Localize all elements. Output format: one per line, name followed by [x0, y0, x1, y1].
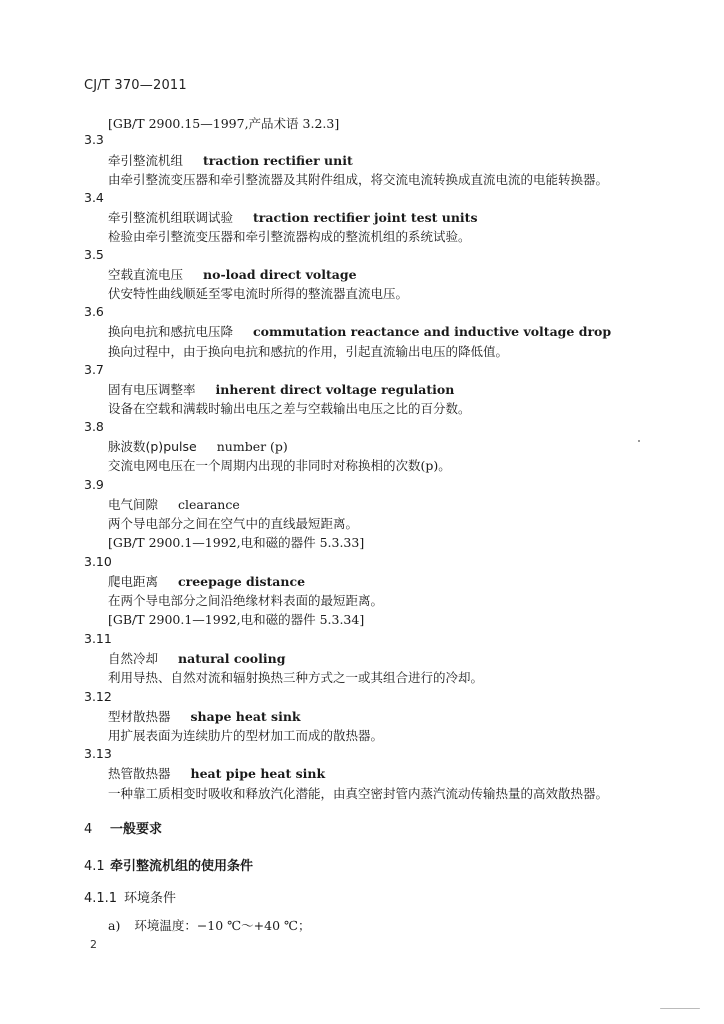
term-chinese: 热管散热器	[108, 766, 171, 781]
term-title	[108, 574, 305, 590]
term-title	[108, 153, 353, 169]
term-number: 3.5	[84, 247, 104, 262]
section-title: 牵引整流机组的使用条件	[110, 859, 254, 874]
term-number: 3.6	[84, 304, 104, 319]
term-number: 3.3	[84, 132, 104, 147]
term-number: 3.13	[84, 746, 112, 761]
term-definition: 伏安特性曲线顺延至零电流时所得的整流器直流电压。	[108, 286, 409, 301]
subsubsection-heading	[84, 891, 176, 907]
term-definition: 设备在空载和满载时输出电压之差与空载输出电压之比的百分数。	[108, 401, 471, 416]
term-english: shape heat sink	[190, 709, 301, 724]
term-definition: 两个导电部分之间在空气中的直线最短距离。	[108, 516, 359, 531]
term-chinese: 型材散热器	[108, 709, 171, 724]
section-title: 环境条件	[124, 891, 177, 906]
term-definition: 一种靠工质相变时吸收和释放汽化潜能，由真空密封管内蒸汽流动传输热量的高效散热器。	[108, 786, 609, 801]
term-definition: 检验由牵引整流变压器和牵引整流器构成的整流机组的系统试验。	[108, 229, 471, 244]
term-chinese: 固有电压调整率	[108, 382, 196, 397]
list-item	[108, 918, 311, 934]
term-chinese: 牵引整流机组联调试验	[108, 210, 234, 225]
term-number: 3.9	[84, 477, 104, 492]
term-title	[108, 497, 240, 513]
term-number: 3.4	[84, 190, 104, 205]
term-chinese: 自然冷却	[108, 651, 159, 666]
term-title	[108, 210, 478, 226]
list-item-text: 环境温度：−10 ℃～+40 ℃；	[134, 918, 311, 933]
term-chinese: 爬电距离	[108, 574, 159, 589]
term-english: clearance	[178, 497, 240, 512]
scan-speck	[660, 1008, 700, 1009]
subsection-heading	[84, 859, 253, 875]
term-title	[108, 709, 301, 725]
standard-header: CJ/T 370—2011	[84, 78, 187, 93]
term-number: 3.8	[84, 419, 104, 434]
section-title: 一般要求	[110, 822, 163, 837]
term-number: 3.7	[84, 362, 104, 377]
term-english: natural cooling	[178, 651, 286, 666]
scan-speck	[638, 440, 640, 442]
reference-citation: [GB/T 2900.15—1997,产品术语 3.2.3]	[108, 116, 340, 131]
term-chinese: 电气间隙	[108, 497, 159, 512]
term-definition: 在两个导电部分之间沿绝缘材料表面的最短距离。	[108, 593, 384, 608]
term-chinese: 脉波数(p)pulse	[108, 439, 197, 454]
term-english: no-load direct voltage	[203, 267, 357, 282]
term-english: inherent direct voltage regulation	[215, 382, 455, 397]
term-english: commutation reactance and inductive voltage drop	[253, 324, 612, 339]
section-number: 4.1.1	[84, 891, 118, 906]
term-definition: 换向过程中，由于换向电抗和感抗的作用，引起直流输出电压的降低值。	[108, 344, 509, 359]
term-title	[108, 267, 357, 283]
term-english: heat pipe heat sink	[190, 766, 326, 781]
term-definition: 交流电网电压在一个周期内出现的非同时对称换相的次数(p)。	[108, 458, 451, 473]
reference-citation: [GB/T 2900.1—1992,电和磁的器件 5.3.33]	[108, 535, 365, 550]
term-title	[108, 766, 325, 782]
term-english: number (p)	[216, 439, 288, 454]
term-number: 3.10	[84, 554, 112, 569]
page-number: 2	[90, 938, 97, 951]
section-number: 4	[84, 822, 93, 837]
term-chinese: 牵引整流机组	[108, 153, 184, 168]
term-number: 3.11	[84, 631, 112, 646]
term-english: traction rectifier unit	[203, 153, 353, 168]
term-chinese: 换向电抗和感抗电压降	[108, 324, 234, 339]
term-number: 3.12	[84, 689, 112, 704]
section-number: 4.1	[84, 859, 105, 874]
reference-citation: [GB/T 2900.1—1992,电和磁的器件 5.3.34]	[108, 612, 365, 627]
term-title	[108, 651, 285, 667]
term-title	[108, 382, 454, 398]
term-definition: 由牵引整流变压器和牵引整流器及其附件组成，将交流电流转换成直流电流的电能转换器。	[108, 172, 609, 187]
term-chinese: 空载直流电压	[108, 267, 184, 282]
term-english: traction rectifier joint test units	[253, 210, 478, 225]
section-heading	[84, 822, 162, 838]
term-definition: 用扩展表面为连续肋片的型材加工而成的散热器。	[108, 728, 384, 743]
term-title	[108, 439, 288, 455]
list-item-label: a)	[108, 918, 121, 933]
term-title	[108, 324, 611, 340]
term-english: creepage distance	[178, 574, 306, 589]
term-definition: 利用导热、自然对流和辐射换热三种方式之一或其组合进行的冷却。	[108, 670, 484, 685]
